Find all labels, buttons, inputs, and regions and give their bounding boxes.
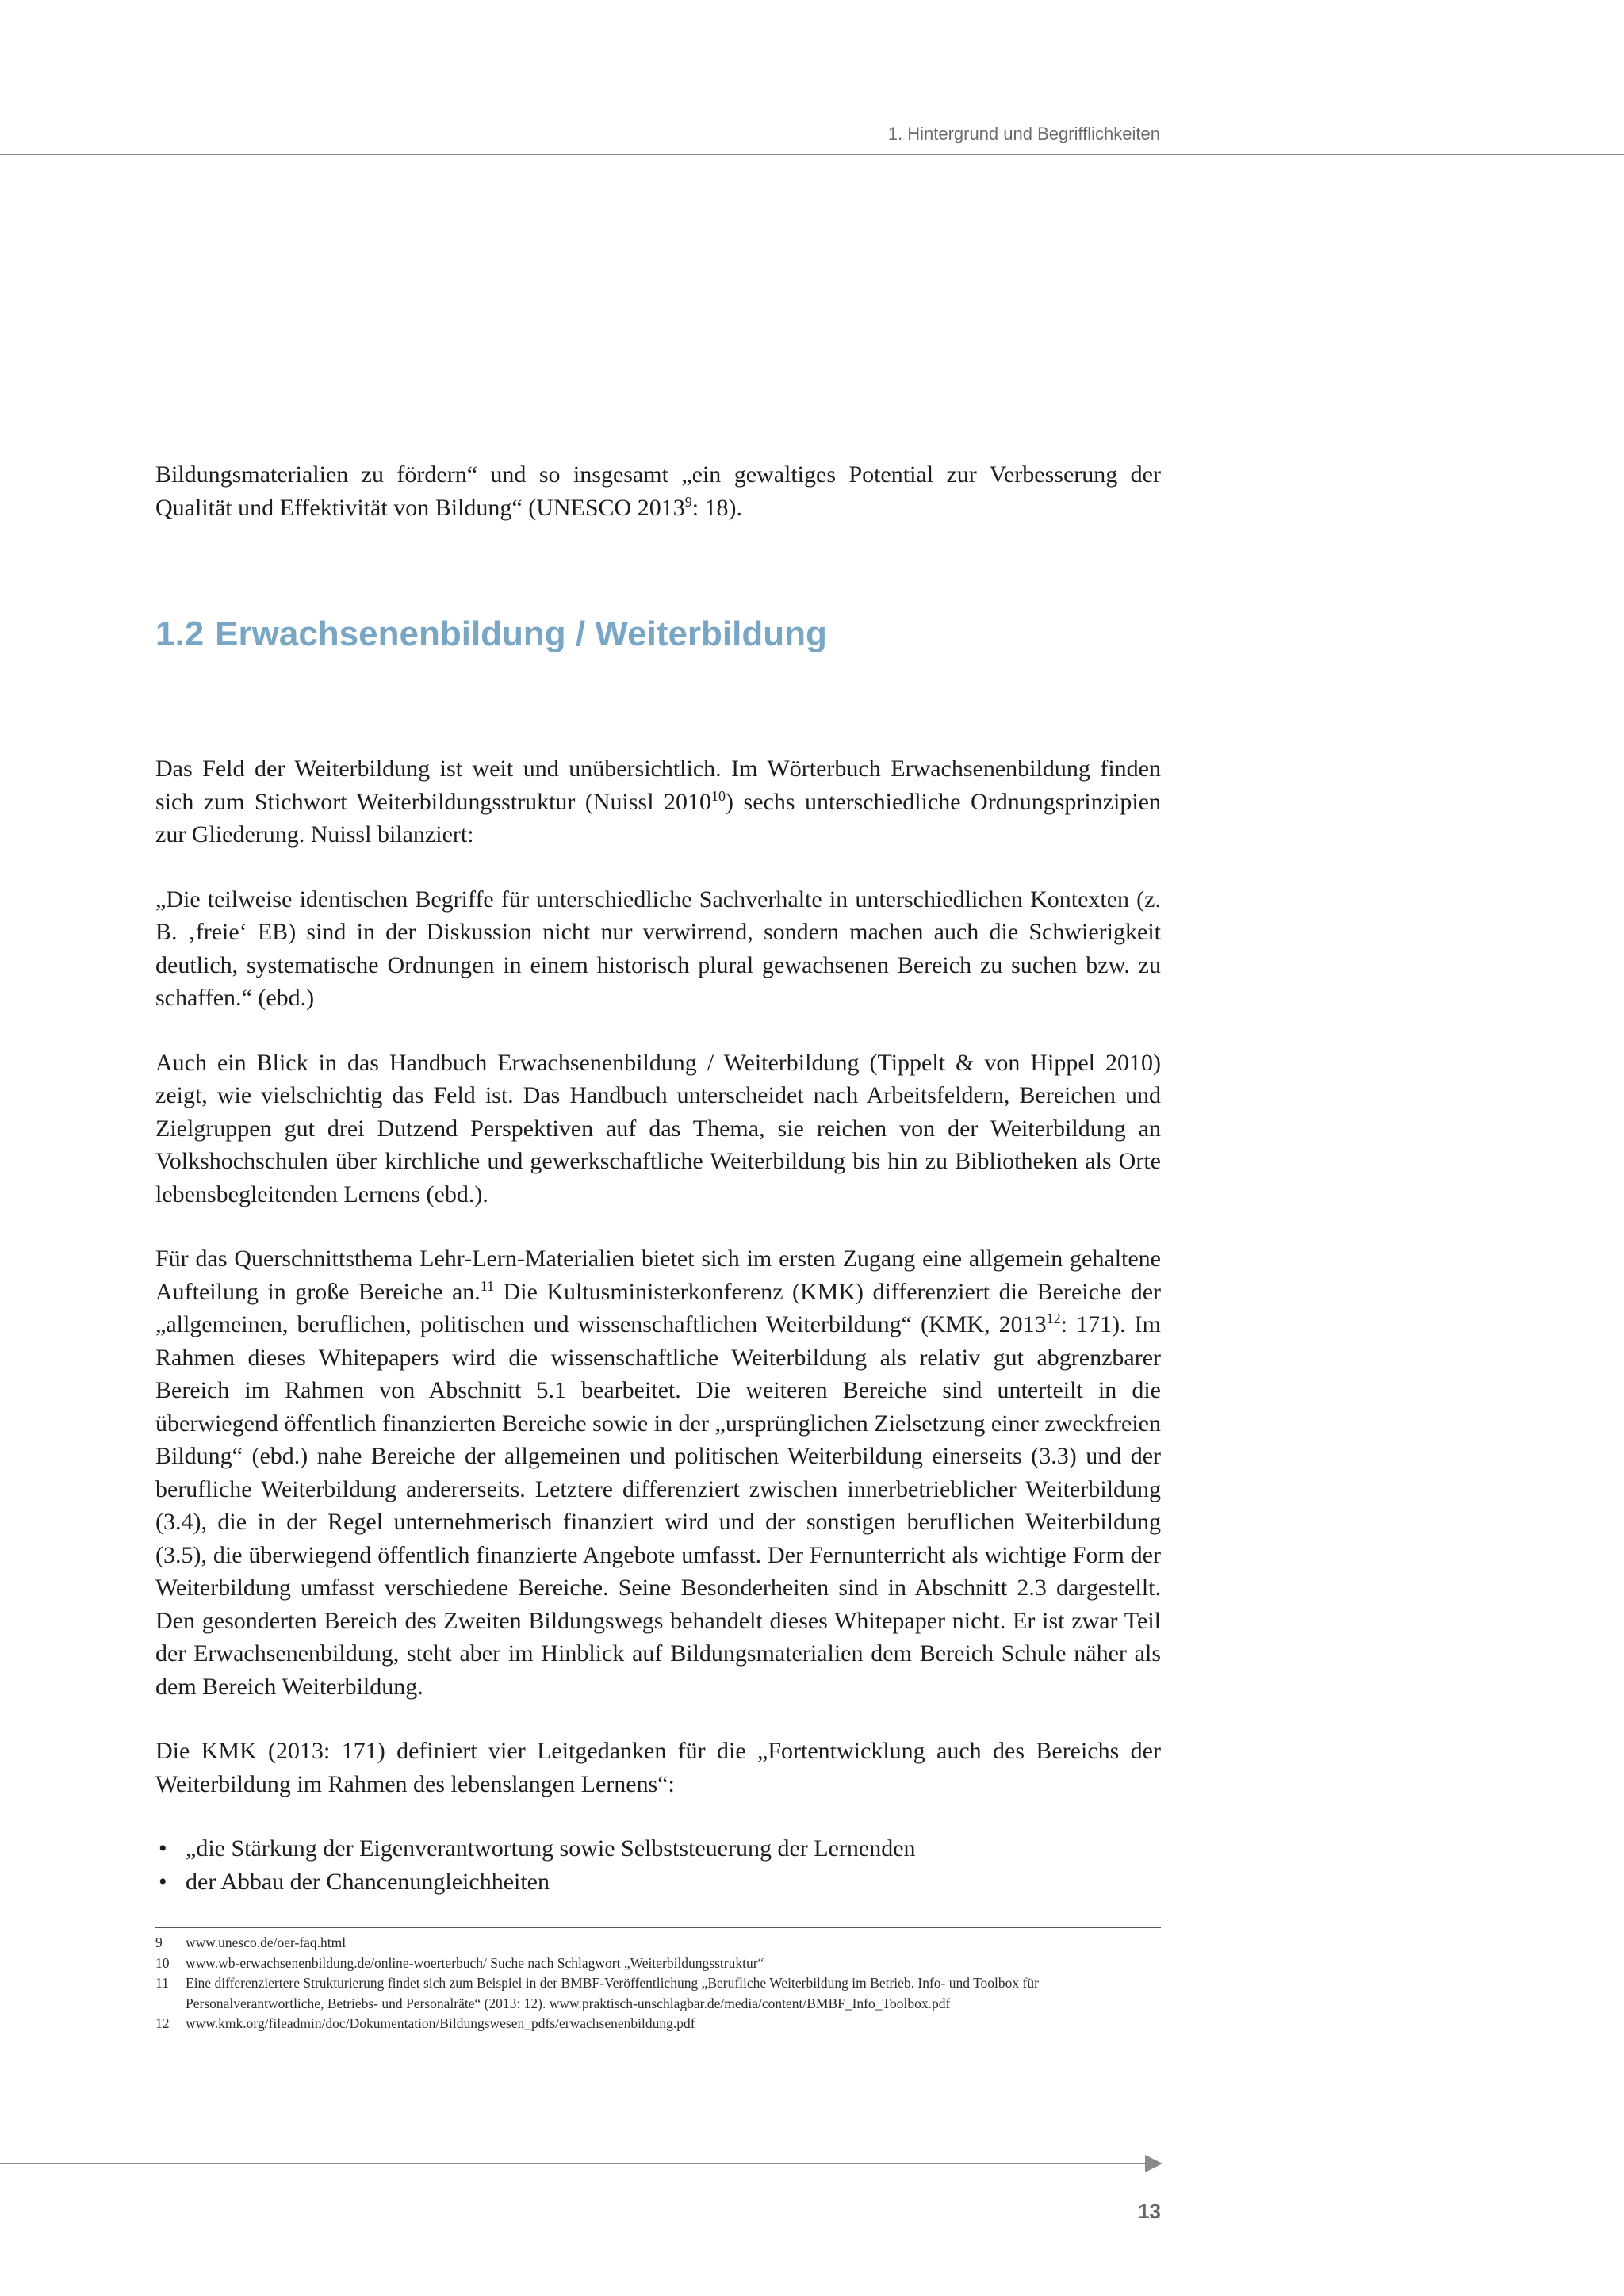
running-header-title: 1. Hintergrund und Begrifflichkeiten xyxy=(887,124,1160,144)
intro-paragraph xyxy=(155,458,1161,524)
paragraph-3-text-mid: Die Kultusministerkonferenz (KMK) differenziert die Bereiche der „allgemeinen, beruflichen, politischen und wissenschaftlichen Weiterbildung“ (KMK, 2013 xyxy=(155,1278,1162,1337)
list-item-text: der Abbau der Chancenungleichheiten xyxy=(186,1868,550,1895)
footnote-number: 10 xyxy=(155,1954,170,1971)
footnote-text: www.wb-erwachsenenbildung.de/online-woerterbuch/ Suche nach Schlagwort „Weiterbildungsstruktur“ xyxy=(186,1954,764,1971)
paragraph-2: Auch ein Blick in das Handbuch Erwachsenenbildung / Weiterbildung (Tippelt & von Hippel 2010) zeigt, wie vielschichtig das Feld ist. Das Handbuch unterscheidet nach Arbeitsfeldern, Bereichen und Zielgruppen gut drei Dutzend Perspektiven auf das Thema, sie reichen von der Weiterbildung an Volkshochschulen über kirchliche und gewerkschaftliche Weiterbildung bis hin zu Bibliotheken als Orte lebensbegleitenden Lernens (ebd.). xyxy=(155,1049,1161,1207)
bullet-icon: • xyxy=(159,1835,167,1862)
footnote-rule xyxy=(155,1927,1161,1928)
footnote-text: www.kmk.org/fileadmin/doc/Dokumentation/Bildungswesen_pdfs/erwachsenenbildung.pdf xyxy=(186,2015,695,2031)
footnote-text: www.unesco.de/oer-faq.html xyxy=(186,1934,347,1950)
footnote-text: Eine differenziertere Strukturierung findet sich zum Beispiel in der BMBF-Veröffentlichung „Berufliche Weiterbildung im Betrieb. Info- und Toolbox für Personalverantwortliche, Betriebs- und Personalräte“ (2013: 12). www.praktisch-unschlagbar.de/media/content/BMBF_Info_Toolbox.pdf xyxy=(186,1975,1039,2011)
bullet-list xyxy=(155,1832,1161,1898)
quote-paragraph: „Die teilweise identischen Begriffe für unterschiedliche Sachverhalte in unterschiedlichen Kontexten (z. B. ‚freie‘ EB) sind in der Diskussion nicht nur verwirrend, sondern machen auch die Schwierigkeit deutlich, systematische Ordnungen in einem historisch plural gewachsenen Bereich zu suchen bzw. zu schaffen.“ (ebd.) xyxy=(155,886,1161,1011)
paragraph-3-text-end: : 171). Im Rahmen dieses Whitepapers wird die wissenschaftliche Weiterbildung als relativ gut abgrenzbarer Bereich im Rahmen von Abschnitt 5.1 bearbeitet. Die weiteren Bereiche sind unterteilt in die überwiegend öffentlich finanzierten Bereiche sowie in der „ursprünglichen Zielsetzung einer zweckfreien Bildung“ (ebd.) nahe Bereiche der allgemeinen und politischen Weiterbildung einerseits (3.3) und der berufliche Weiterbildung andererseits. Letztere differenziert zwischen innerbetrieblicher Weiterbildung (3.4), die in der Regel unternehmerisch finanziert wird und der sonstigen beruflichen Weiterbildung (3.5), die überwiegend öffentlich finanzierte Angebote umfasst. Der Fernunterricht als wichtige Form der Weiterbildung umfasst verschiedene Bereiche. Seine Besonderheiten sind in Abschnitt 2.3 dargestellt. Den gesonderten Bereich des Zweiten Bildungswegs behandelt dieses Whitepaper nicht. Er ist zwar Teil der Erwachsenenbildung, steht aber im Hinblick auf Bildungsmaterialien dem Bereich Schule näher als dem Bereich Weiterbildung. xyxy=(155,1311,1161,1700)
section-heading xyxy=(155,614,827,654)
page-number: 13 xyxy=(1138,2199,1161,2223)
footnote-ref-12[interactable]: 12 xyxy=(1046,1311,1061,1326)
body-text xyxy=(155,752,1161,1898)
paragraph-1-text: Das Feld der Weiterbildung ist weit und unübersichtlich. Im Wörterbuch Erwachsenenbildung finden sich zum Stichwort Weiterbildungsstruktur (Nuissl 2010 xyxy=(155,756,1161,815)
footnote-number: 11 xyxy=(155,1975,169,1991)
footnote-ref-9[interactable]: 9 xyxy=(684,493,692,510)
bullet-icon: • xyxy=(159,1868,167,1895)
section-title: Erwachsenenbildung / Weiterbildung xyxy=(215,614,827,653)
footnote xyxy=(155,1973,1161,2014)
paragraph-3 xyxy=(155,1242,1161,1703)
header-rule xyxy=(0,154,1624,155)
intro-text: Bildungsmaterialien zu fördern“ und so insgesamt „ein gewaltiges Potential zur Verbesserung der Qualität und Effektivität von Bildung“ (UNESCO 2013 xyxy=(155,461,1161,521)
intro-block xyxy=(155,458,1161,524)
footnote xyxy=(155,2014,1161,2034)
running-header xyxy=(0,119,1624,155)
arrow-right-icon xyxy=(1145,2155,1162,2172)
intro-text-end: : 18). xyxy=(691,494,743,521)
footnote-number: 12 xyxy=(155,2015,170,2031)
footnote-number: 9 xyxy=(155,1934,163,1950)
list-item xyxy=(155,1866,1161,1899)
paragraph-1 xyxy=(155,752,1161,851)
list-item xyxy=(155,1832,1161,1866)
section-number: 1.2 xyxy=(155,614,205,653)
paragraph-1-text-end: ) sechs unterschiedliche Ordnungsprinzipien zur Gliederung. Nuissl bilanziert: xyxy=(155,788,1161,848)
list-item-text: „die Stärkung der Eigenverantwortung sowie Selbststeuerung der Lernenden xyxy=(186,1835,916,1862)
footer-rule xyxy=(0,2163,1150,2164)
paragraph-3-text: Für das Querschnittsthema Lehr-Lern-Materialien bietet sich im ersten Zugang eine allgemein gehaltene Aufteilung in große Bereiche an. xyxy=(155,1246,1161,1305)
paragraph-4: Die KMK (2013: 171) definiert vier Leitgedanken für die „Fortentwicklung auch des Bereichs der Weiterbildung im Rahmen des lebenslangen Lernens“: xyxy=(155,1738,1161,1797)
footnote-ref-11[interactable]: 11 xyxy=(480,1277,495,1294)
footnotes xyxy=(155,1933,1161,2034)
footnote-ref-10[interactable]: 10 xyxy=(711,787,726,804)
footnote xyxy=(155,1933,1161,1954)
footnote xyxy=(155,1954,1161,1974)
